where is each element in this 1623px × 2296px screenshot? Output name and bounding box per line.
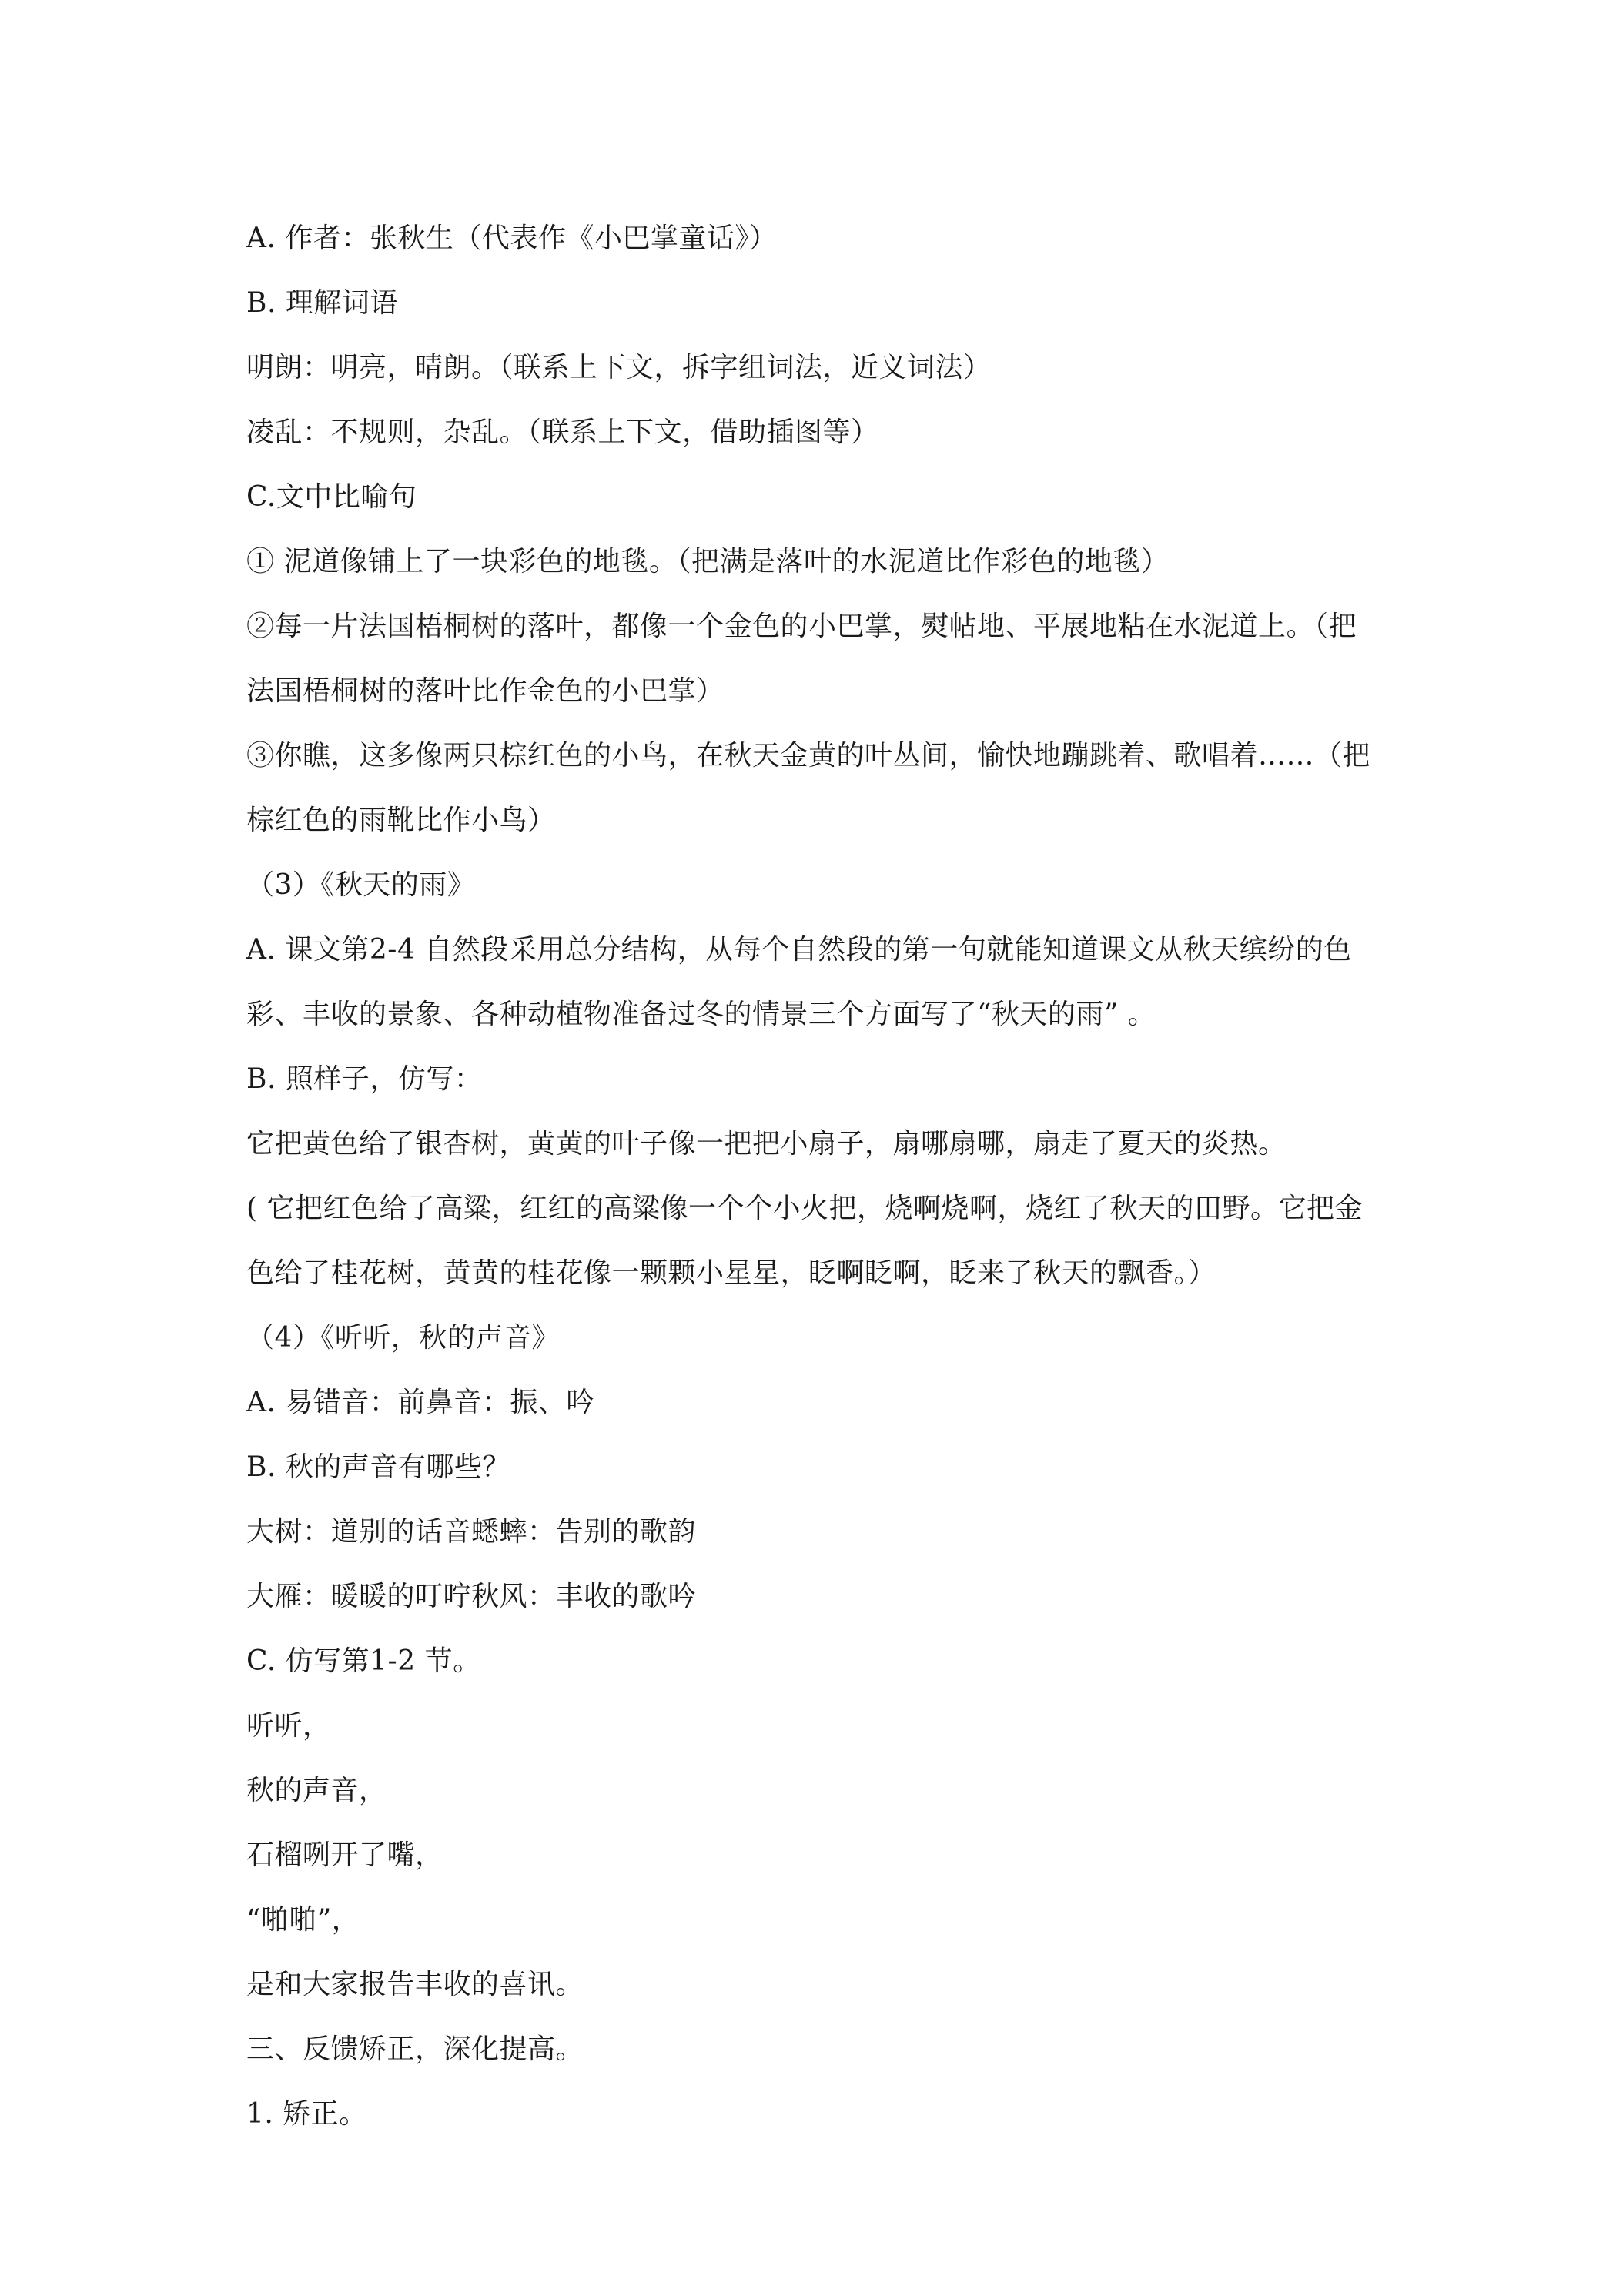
numbered-item: 1. 矫正。 — [246, 2098, 367, 2130]
example-sentence: 它把黄色给了银杏树，黄黄的叶子像一把把小扇子，扇哪扇哪，扇走了夏天的炎热。 — [246, 1128, 1287, 1160]
poem-line: 石榴咧开了嘴， — [246, 1839, 443, 1871]
sound-list-item: 大树：道别的话音蟋蟀：告别的歌韵 — [246, 1516, 697, 1548]
paragraph-line: A. 课文第2-4 自然段采用总分结构，从每个自然段的第一句就能知道课文从秋天缤纷的色 — [246, 934, 1352, 966]
document-body — [246, 206, 1386, 2147]
imitation-answer: ( 它把红色给了高粱，红红的高粱像一个个小火把，烧啊烧啊，烧红了秋天的田野。它把金 — [246, 1193, 1363, 1224]
sound-list-item: 大雁：暖暖的叮咛秋风：丰收的歌吟 — [246, 1581, 697, 1612]
poem-line: 是和大家报告丰收的喜讯。 — [246, 1969, 584, 2000]
word-definition: 凌乱：不规则，杂乱。（联系上下文，借助插图等） — [246, 417, 879, 448]
section-b-heading: B. 理解词语 — [246, 287, 398, 319]
paragraph-line: 彩、丰收的景象、各种动植物准备过冬的情景三个方面写了“秋天的雨” 。 — [246, 999, 1156, 1030]
poem-line: 听听， — [246, 1710, 331, 1742]
lesson-heading: （4）《听听，秋的声音》 — [246, 1322, 560, 1354]
poem-line: 秋的声音， — [246, 1775, 387, 1806]
section-b-heading: B. 秋的声音有哪些？ — [246, 1451, 510, 1483]
metaphor-sentence: ① 泥道像铺上了一块彩色的地毯。（把满是落叶的水泥道比作彩色的地毯） — [246, 546, 1170, 577]
section-c-heading: C. 仿写第1-2 节。 — [246, 1645, 481, 1677]
section-c-heading: C.文中比喻句 — [246, 481, 417, 513]
part-heading: 三、反馈矫正，深化提高。 — [246, 2033, 584, 2065]
lesson-heading: （3）《秋天的雨》 — [246, 869, 476, 901]
section-b-heading: B. 照样子，仿写： — [246, 1063, 483, 1095]
metaphor-sentence: ③你瞧，这多像两只棕红色的小鸟，在秋天金黄的叶丛间，愉快地蹦跳着、歌唱着……（把 — [246, 740, 1371, 771]
word-definition: 明朗：明亮，晴朗。（联系上下文，拆字组词法，近义词法） — [246, 352, 992, 383]
metaphor-sentence-continued: 棕红色的雨靴比作小鸟） — [246, 805, 556, 836]
imitation-answer-continued: 色给了桂花树，黄黄的桂花像一颗颗小星星，眨啊眨啊，眨来了秋天的飘香。） — [246, 1257, 1216, 1289]
metaphor-sentence: ②每一片法国梧桐树的落叶，都像一个金色的小巴掌，熨帖地、平展地粘在水泥道上。（把 — [246, 611, 1357, 642]
poem-line: “啪啪”， — [246, 1904, 360, 1936]
author-line: A. 作者：张秋生（代表作《小巴掌童话》） — [246, 223, 778, 254]
metaphor-sentence-continued: 法国梧桐树的落叶比作金色的小巴掌） — [246, 675, 724, 707]
pronunciation-note: A. 易错音：前鼻音：振、吟 — [246, 1387, 594, 1418]
